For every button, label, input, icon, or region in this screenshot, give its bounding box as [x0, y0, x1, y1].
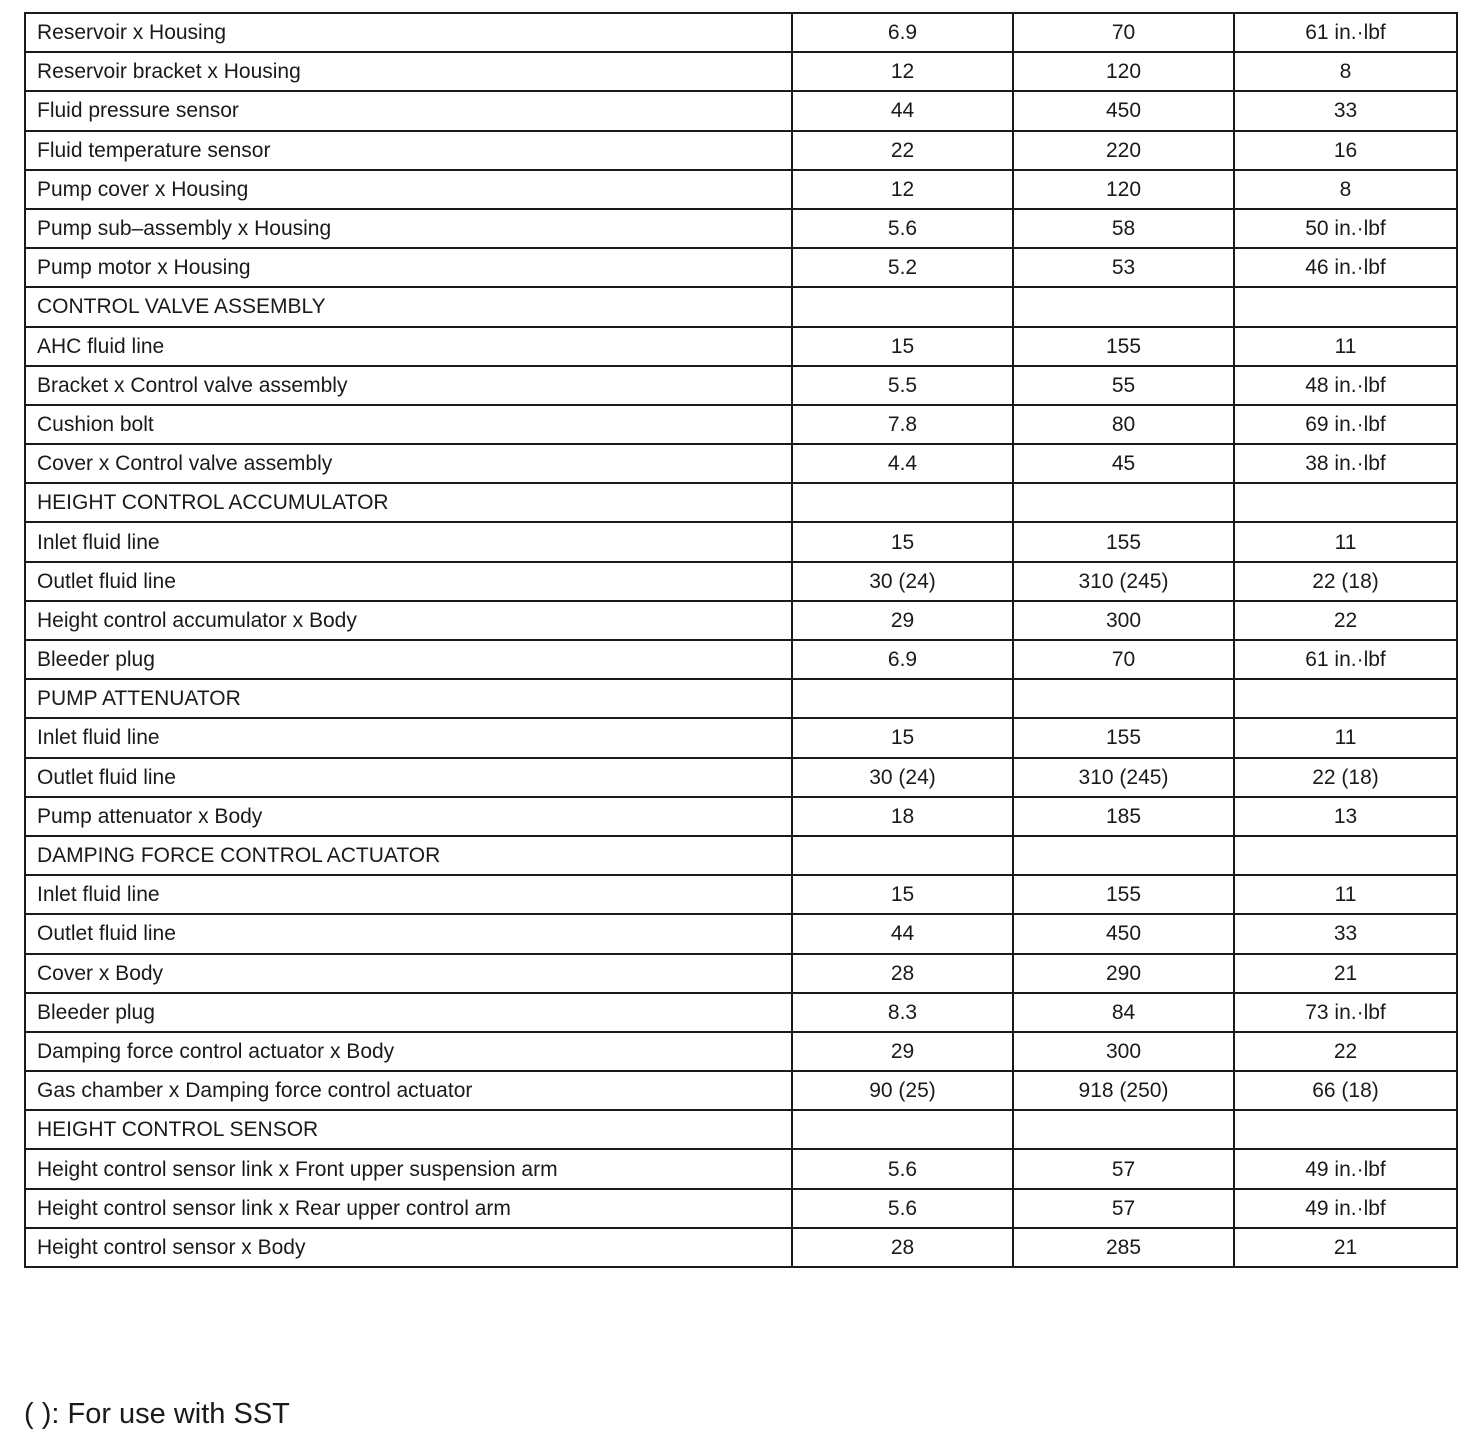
- torque-nm-cell: 7.8: [792, 405, 1013, 444]
- torque-ftlbf-cell: 73 in.·lbf: [1234, 993, 1457, 1032]
- part-name-cell: Cover x Body: [25, 954, 792, 993]
- torque-ftlbf-cell: 21: [1234, 1228, 1457, 1267]
- torque-nm-cell: 18: [792, 797, 1013, 836]
- torque-ftlbf-cell: 11: [1234, 718, 1457, 757]
- section-header-row: [25, 836, 1457, 875]
- part-name-cell: CONTROL VALVE ASSEMBLY: [25, 287, 792, 326]
- torque-ftlbf-cell: [1234, 1110, 1457, 1149]
- part-name-cell: Pump cover x Housing: [25, 170, 792, 209]
- part-name-cell: Height control sensor link x Front upper suspension arm: [25, 1149, 792, 1188]
- torque-nm-cell: 5.6: [792, 1189, 1013, 1228]
- torque-spec-table-body: [25, 13, 1457, 1267]
- torque-nm-cell: 12: [792, 170, 1013, 209]
- part-name-cell: Fluid pressure sensor: [25, 91, 792, 130]
- torque-ftlbf-cell: 33: [1234, 914, 1457, 953]
- part-name-cell: Reservoir x Housing: [25, 13, 792, 52]
- torque-kgfcm-cell: 450: [1013, 91, 1234, 130]
- table-row: [25, 131, 1457, 170]
- section-header-row: [25, 679, 1457, 718]
- torque-ftlbf-cell: 50 in.·lbf: [1234, 209, 1457, 248]
- torque-kgfcm-cell: 290: [1013, 954, 1234, 993]
- table-row: [25, 914, 1457, 953]
- torque-nm-cell: 8.3: [792, 993, 1013, 1032]
- torque-kgfcm-cell: 120: [1013, 52, 1234, 91]
- torque-nm-cell: [792, 287, 1013, 326]
- table-row: [25, 444, 1457, 483]
- torque-kgfcm-cell: 84: [1013, 993, 1234, 1032]
- torque-nm-cell: 15: [792, 718, 1013, 757]
- part-name-cell: Reservoir bracket x Housing: [25, 52, 792, 91]
- torque-kgfcm-cell: 80: [1013, 405, 1234, 444]
- torque-nm-cell: 15: [792, 327, 1013, 366]
- torque-ftlbf-cell: 46 in.·lbf: [1234, 248, 1457, 287]
- part-name-cell: PUMP ATTENUATOR: [25, 679, 792, 718]
- torque-kgfcm-cell: 58: [1013, 209, 1234, 248]
- table-row: [25, 405, 1457, 444]
- part-name-cell: Damping force control actuator x Body: [25, 1032, 792, 1071]
- table-row: [25, 248, 1457, 287]
- part-name-cell: Cover x Control valve assembly: [25, 444, 792, 483]
- table-row: [25, 91, 1457, 130]
- torque-nm-cell: 44: [792, 91, 1013, 130]
- part-name-cell: Outlet fluid line: [25, 914, 792, 953]
- part-name-cell: Outlet fluid line: [25, 562, 792, 601]
- table-row: [25, 954, 1457, 993]
- torque-kgfcm-cell: 70: [1013, 640, 1234, 679]
- torque-kgfcm-cell: 155: [1013, 327, 1234, 366]
- torque-nm-cell: 5.2: [792, 248, 1013, 287]
- part-name-cell: Cushion bolt: [25, 405, 792, 444]
- part-name-cell: Pump attenuator x Body: [25, 797, 792, 836]
- torque-nm-cell: 6.9: [792, 640, 1013, 679]
- table-row: [25, 640, 1457, 679]
- part-name-cell: Bleeder plug: [25, 640, 792, 679]
- table-row: [25, 366, 1457, 405]
- part-name-cell: Gas chamber x Damping force control actuator: [25, 1071, 792, 1110]
- section-header-row: [25, 287, 1457, 326]
- part-name-cell: Pump motor x Housing: [25, 248, 792, 287]
- torque-ftlbf-cell: 49 in.·lbf: [1234, 1149, 1457, 1188]
- torque-nm-cell: 22: [792, 131, 1013, 170]
- table-row: [25, 209, 1457, 248]
- part-name-cell: Height control sensor x Body: [25, 1228, 792, 1267]
- torque-nm-cell: 12: [792, 52, 1013, 91]
- torque-spec-table: [24, 12, 1458, 1268]
- torque-ftlbf-cell: 69 in.·lbf: [1234, 405, 1457, 444]
- torque-ftlbf-cell: 66 (18): [1234, 1071, 1457, 1110]
- torque-ftlbf-cell: [1234, 287, 1457, 326]
- torque-kgfcm-cell: 120: [1013, 170, 1234, 209]
- torque-kgfcm-cell: 918 (250): [1013, 1071, 1234, 1110]
- section-header-row: [25, 1110, 1457, 1149]
- table-row: [25, 327, 1457, 366]
- torque-kgfcm-cell: 57: [1013, 1149, 1234, 1188]
- torque-ftlbf-cell: 22 (18): [1234, 758, 1457, 797]
- part-name-cell: Bleeder plug: [25, 993, 792, 1032]
- torque-kgfcm-cell: 310 (245): [1013, 758, 1234, 797]
- part-name-cell: Inlet fluid line: [25, 875, 792, 914]
- table-row: [25, 758, 1457, 797]
- torque-ftlbf-cell: 49 in.·lbf: [1234, 1189, 1457, 1228]
- torque-nm-cell: 4.4: [792, 444, 1013, 483]
- table-row: [25, 1149, 1457, 1188]
- footnote: ( ): For use with SST: [24, 1398, 290, 1430]
- torque-nm-cell: [792, 836, 1013, 875]
- table-row: [25, 170, 1457, 209]
- torque-nm-cell: 28: [792, 954, 1013, 993]
- part-name-cell: Bracket x Control valve assembly: [25, 366, 792, 405]
- torque-nm-cell: [792, 679, 1013, 718]
- torque-kgfcm-cell: 55: [1013, 366, 1234, 405]
- part-name-cell: DAMPING FORCE CONTROL ACTUATOR: [25, 836, 792, 875]
- torque-nm-cell: 15: [792, 875, 1013, 914]
- torque-nm-cell: 29: [792, 1032, 1013, 1071]
- torque-ftlbf-cell: 38 in.·lbf: [1234, 444, 1457, 483]
- torque-kgfcm-cell: [1013, 836, 1234, 875]
- part-name-cell: HEIGHT CONTROL ACCUMULATOR: [25, 483, 792, 522]
- torque-nm-cell: [792, 1110, 1013, 1149]
- table-row: [25, 1228, 1457, 1267]
- torque-nm-cell: 6.9: [792, 13, 1013, 52]
- torque-kgfcm-cell: 57: [1013, 1189, 1234, 1228]
- torque-kgfcm-cell: 300: [1013, 1032, 1234, 1071]
- torque-ftlbf-cell: 22: [1234, 601, 1457, 640]
- torque-nm-cell: 44: [792, 914, 1013, 953]
- table-row: [25, 718, 1457, 757]
- torque-kgfcm-cell: 155: [1013, 875, 1234, 914]
- torque-nm-cell: 5.6: [792, 1149, 1013, 1188]
- torque-ftlbf-cell: 21: [1234, 954, 1457, 993]
- torque-nm-cell: 30 (24): [792, 758, 1013, 797]
- torque-kgfcm-cell: [1013, 679, 1234, 718]
- table-row: [25, 875, 1457, 914]
- table-row: [25, 522, 1457, 561]
- table-row: [25, 993, 1457, 1032]
- torque-nm-cell: 15: [792, 522, 1013, 561]
- torque-kgfcm-cell: [1013, 483, 1234, 522]
- torque-ftlbf-cell: 61 in.·lbf: [1234, 640, 1457, 679]
- torque-nm-cell: 28: [792, 1228, 1013, 1267]
- torque-ftlbf-cell: 16: [1234, 131, 1457, 170]
- torque-ftlbf-cell: 33: [1234, 91, 1457, 130]
- table-row: [25, 601, 1457, 640]
- torque-kgfcm-cell: 45: [1013, 444, 1234, 483]
- torque-nm-cell: [792, 483, 1013, 522]
- torque-ftlbf-cell: 22: [1234, 1032, 1457, 1071]
- torque-nm-cell: 5.6: [792, 209, 1013, 248]
- torque-kgfcm-cell: 450: [1013, 914, 1234, 953]
- torque-kgfcm-cell: [1013, 1110, 1234, 1149]
- torque-ftlbf-cell: [1234, 679, 1457, 718]
- torque-kgfcm-cell: 300: [1013, 601, 1234, 640]
- torque-kgfcm-cell: 155: [1013, 522, 1234, 561]
- table-row: [25, 1071, 1457, 1110]
- table-row: [25, 52, 1457, 91]
- torque-kgfcm-cell: 310 (245): [1013, 562, 1234, 601]
- section-header-row: [25, 483, 1457, 522]
- table-row: [25, 1032, 1457, 1071]
- part-name-cell: Pump sub–assembly x Housing: [25, 209, 792, 248]
- torque-kgfcm-cell: 53: [1013, 248, 1234, 287]
- part-name-cell: Height control sensor link x Rear upper control arm: [25, 1189, 792, 1228]
- torque-nm-cell: 30 (24): [792, 562, 1013, 601]
- torque-ftlbf-cell: 8: [1234, 52, 1457, 91]
- table-row: [25, 1189, 1457, 1228]
- torque-kgfcm-cell: 220: [1013, 131, 1234, 170]
- torque-ftlbf-cell: [1234, 483, 1457, 522]
- torque-nm-cell: 5.5: [792, 366, 1013, 405]
- part-name-cell: Fluid temperature sensor: [25, 131, 792, 170]
- part-name-cell: HEIGHT CONTROL SENSOR: [25, 1110, 792, 1149]
- torque-nm-cell: 90 (25): [792, 1071, 1013, 1110]
- table-row: [25, 797, 1457, 836]
- torque-kgfcm-cell: 185: [1013, 797, 1234, 836]
- torque-ftlbf-cell: 11: [1234, 522, 1457, 561]
- torque-kgfcm-cell: 70: [1013, 13, 1234, 52]
- torque-ftlbf-cell: 11: [1234, 875, 1457, 914]
- torque-ftlbf-cell: [1234, 836, 1457, 875]
- torque-nm-cell: 29: [792, 601, 1013, 640]
- table-row: [25, 562, 1457, 601]
- torque-ftlbf-cell: 11: [1234, 327, 1457, 366]
- part-name-cell: Height control accumulator x Body: [25, 601, 792, 640]
- torque-kgfcm-cell: 155: [1013, 718, 1234, 757]
- part-name-cell: Inlet fluid line: [25, 522, 792, 561]
- torque-ftlbf-cell: 48 in.·lbf: [1234, 366, 1457, 405]
- torque-ftlbf-cell: 61 in.·lbf: [1234, 13, 1457, 52]
- torque-ftlbf-cell: 8: [1234, 170, 1457, 209]
- torque-ftlbf-cell: 22 (18): [1234, 562, 1457, 601]
- torque-ftlbf-cell: 13: [1234, 797, 1457, 836]
- part-name-cell: Outlet fluid line: [25, 758, 792, 797]
- torque-kgfcm-cell: [1013, 287, 1234, 326]
- part-name-cell: AHC fluid line: [25, 327, 792, 366]
- part-name-cell: Inlet fluid line: [25, 718, 792, 757]
- table-row: [25, 13, 1457, 52]
- torque-kgfcm-cell: 285: [1013, 1228, 1234, 1267]
